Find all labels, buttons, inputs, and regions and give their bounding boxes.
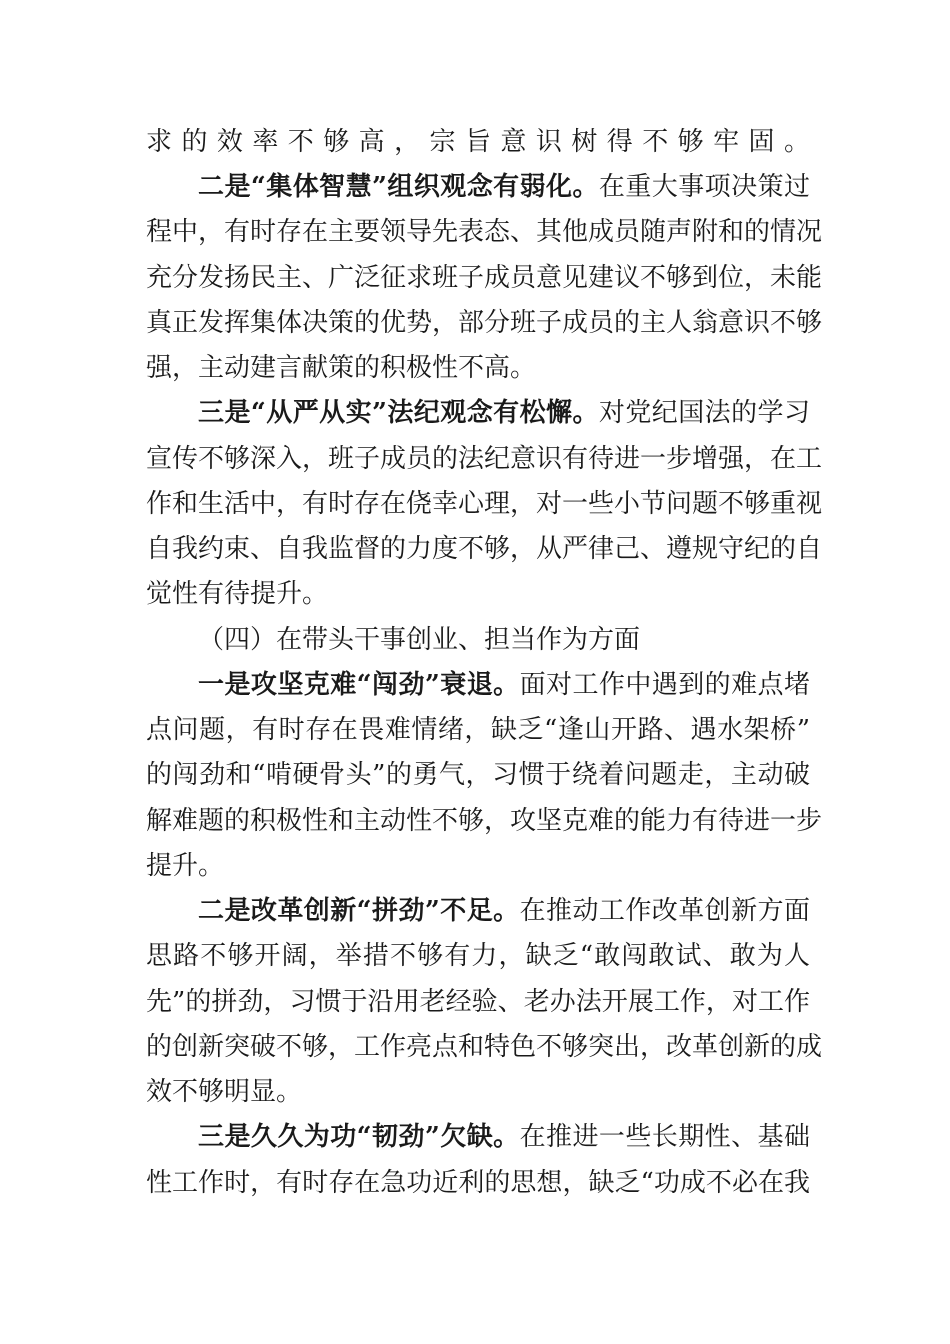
paragraph-line bbox=[198, 667, 810, 703]
section-lead: 三是久久为功“韧劲”欠缺。 bbox=[198, 1122, 520, 1152]
line-text: 效不够明显。 bbox=[146, 1077, 303, 1107]
paragraph-line bbox=[198, 893, 810, 929]
line-text: 充分发扬民主、广泛征求班子成员意见建议不够到位，未能 bbox=[146, 263, 823, 293]
line-text: 面对工作中遇到的难点堵 bbox=[519, 670, 810, 700]
line-text: 的闯劲和“啃硬骨头”的勇气，习惯于绕着问题走，主动破 bbox=[146, 760, 810, 790]
line-text: 程中，有时存在主要领导先表态、其他成员随声附和的情况 bbox=[146, 217, 823, 247]
line-text: 作和生活中，有时存在侥幸心理，对一些小节问题不够重视 bbox=[146, 489, 823, 519]
paragraph-line bbox=[198, 1119, 810, 1155]
line-text: 在推动工作改革创新方面 bbox=[519, 896, 810, 926]
paragraph-line bbox=[146, 938, 810, 974]
paragraph-line bbox=[146, 214, 823, 250]
paragraph-line bbox=[146, 350, 810, 386]
paragraph-line bbox=[146, 1074, 810, 1110]
paragraph-line bbox=[198, 169, 810, 205]
section-lead: 一是攻坚克难“闯劲”衰退。 bbox=[198, 670, 520, 700]
section-lead: 二是“集体智慧”组织观念有弱化。 bbox=[198, 172, 599, 202]
line-text: 提升。 bbox=[146, 851, 225, 881]
paragraph-line bbox=[146, 757, 810, 793]
paragraph-line bbox=[198, 395, 810, 431]
section-lead: 二是改革创新“拼劲”不足。 bbox=[198, 896, 520, 926]
line-text: 强，主动建言献策的积极性不高。 bbox=[146, 353, 537, 383]
line-text: 的创新突破不够，工作亮点和特色不够突出，改革创新的成 bbox=[146, 1032, 823, 1062]
line-text: 真正发挥集体决策的优势，部分班子成员的主人翁意识不够 bbox=[146, 308, 823, 338]
line-text: 觉性有待提升。 bbox=[146, 579, 329, 609]
line-text: 性工作时，有时存在急功近利的思想，缺乏“功成不必在我 bbox=[146, 1168, 810, 1198]
line-text: 自我约束、自我监督的力度不够，从严律己、遵规守纪的自 bbox=[146, 534, 823, 564]
heading-text: （四）在带头干事创业、担当作为方面 bbox=[198, 625, 641, 655]
paragraph-line bbox=[146, 305, 823, 341]
line-text: 点问题，有时存在畏难情绪，缺乏“逢山开路、遇水架桥” bbox=[146, 715, 810, 745]
paragraph-line bbox=[146, 260, 823, 296]
paragraph-line bbox=[146, 1029, 823, 1065]
paragraph-line bbox=[146, 848, 810, 884]
section-lead: 三是“从严从实”法纪观念有松懈。 bbox=[198, 398, 599, 428]
line-text: 在重大事项决策过 bbox=[598, 172, 810, 202]
paragraph-line bbox=[146, 531, 823, 567]
paragraph-line bbox=[146, 576, 810, 612]
paragraph-line bbox=[146, 441, 823, 477]
paragraph-line bbox=[146, 486, 823, 522]
line-text: 解难题的积极性和主动性不够，攻坚克难的能力有待进一步 bbox=[146, 806, 823, 836]
paragraph-line bbox=[146, 1165, 810, 1201]
paragraph-line bbox=[146, 124, 810, 160]
line-text: 宣传不够深入，班子成员的法纪意识有待进一步增强，在工 bbox=[146, 444, 823, 474]
paragraph-line bbox=[146, 803, 823, 839]
line-text: 思路不够开阔，举措不够有力，缺乏“敢闯敢试、敢为人 bbox=[146, 941, 810, 971]
paragraph-line bbox=[146, 712, 810, 748]
line-text: 对党纪国法的学习 bbox=[598, 398, 810, 428]
paragraph-line bbox=[146, 984, 810, 1020]
line-text: 求的效率不够高，宗旨意识树得不够牢固。 bbox=[146, 127, 810, 157]
line-text: 在推进一些长期性、基础 bbox=[519, 1122, 810, 1152]
line-text: 先”的拼劲，习惯于沿用老经验、老办法开展工作，对工作 bbox=[146, 987, 810, 1017]
section-heading bbox=[198, 622, 862, 658]
